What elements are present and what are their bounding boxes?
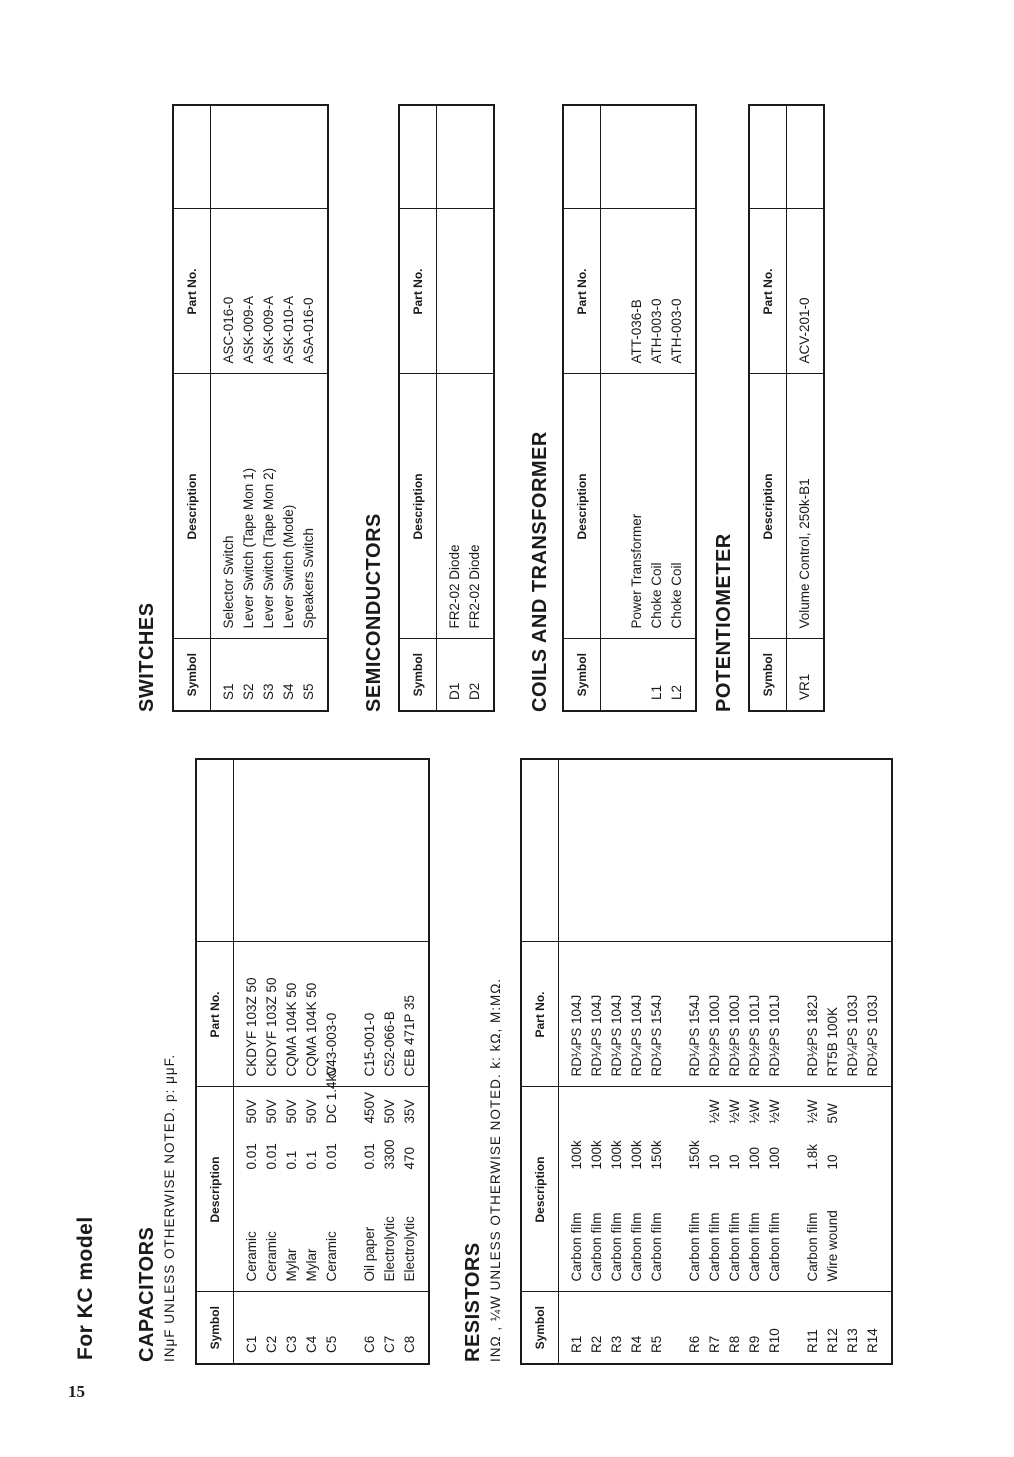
row-description: Lever Switch (Mode) (281, 504, 296, 629)
row-type: Electrolytic (402, 1216, 417, 1282)
row-description (262, 1092, 282, 1282)
row-rating: 5W (825, 1103, 840, 1124)
row-value: 100k (569, 1140, 584, 1170)
row-type: Carbon film (569, 1212, 584, 1282)
table-body (211, 105, 329, 711)
row-description (647, 1092, 667, 1282)
row-part-no: RD½PS 100J (727, 994, 742, 1077)
row-symbol: R9 (747, 1335, 762, 1353)
row-symbol (627, 644, 647, 701)
row-symbol: R1 (569, 1335, 584, 1353)
row-value: 10 (825, 1154, 840, 1170)
header-symbol: Symbol (399, 639, 437, 711)
row-part-no: CQMA 104K 50 (304, 982, 319, 1077)
row-value: 100k (609, 1140, 624, 1170)
row-description (242, 1092, 262, 1282)
description-column (437, 374, 495, 639)
description-column (559, 1087, 893, 1292)
row-rating: 50V (382, 1099, 397, 1124)
row-description (360, 1092, 380, 1282)
row-description: Choke Coil (669, 562, 684, 629)
row-value: 10 (727, 1154, 742, 1170)
row-type: Ceramic (324, 1231, 339, 1282)
row-part-no: C15-001-0 (362, 1012, 377, 1077)
row-symbol: R3 (609, 1335, 624, 1353)
potentiometer-title: POTENTIOMETER (713, 533, 735, 712)
row-description (607, 1092, 627, 1282)
row-part-no: ASK-010-A (281, 295, 296, 364)
row-description: Volume Control, 250k-B1 (797, 478, 812, 629)
row-description (745, 1092, 765, 1282)
symbol-column (211, 639, 329, 711)
row-part-no (465, 214, 485, 364)
row-gap (342, 947, 360, 1077)
row-type: Ceramic (264, 1231, 279, 1282)
row-type: Carbon film (747, 1212, 762, 1282)
row-rating: ½W (747, 1099, 762, 1124)
blank-column (234, 759, 430, 942)
part-no-column (559, 942, 893, 1087)
row-part-no: RD¼PS 104J (569, 994, 584, 1077)
header-symbol: Symbol (749, 639, 787, 711)
row-part-no: RD¼PS 154J (649, 994, 664, 1077)
header-blank (196, 759, 234, 942)
capacitors-note: INμF UNLESS OTHERWISE NOTED. p: μμF. (162, 1053, 177, 1362)
row-symbol: D2 (467, 682, 482, 700)
resistors-table (520, 758, 893, 1365)
row-symbol: S1 (221, 683, 236, 700)
row-symbol: R12 (825, 1328, 840, 1353)
coils-title: COILS AND TRANSFORMER (529, 431, 551, 712)
row-gap (667, 1092, 685, 1282)
part-no-column (787, 209, 825, 374)
row-symbol: R2 (589, 1335, 604, 1353)
header-part-no: Part No. (399, 209, 437, 374)
description-column (601, 374, 697, 639)
header-description: Description (196, 1087, 234, 1292)
row-part-no: RD¼PS 103J (865, 994, 880, 1077)
header-blank (399, 105, 437, 209)
row-part-no: ACV-201-0 (797, 297, 812, 364)
row-part-no: ASC-016-0 (221, 296, 236, 364)
row-gap (785, 1297, 803, 1354)
row-description: Choke Coil (649, 562, 664, 629)
row-rating: 50V (264, 1099, 279, 1124)
row-value: 150k (687, 1140, 702, 1170)
row-symbol: S4 (281, 683, 296, 700)
table-body (601, 105, 697, 711)
row-description: FR2-02 Diode (467, 544, 482, 629)
symbol-column (787, 639, 825, 711)
coils-table (562, 104, 697, 712)
row-gap (785, 1092, 803, 1282)
header-description: Description (399, 374, 437, 639)
row-value: 100 (767, 1146, 782, 1170)
page-number: 15 (68, 1382, 85, 1401)
blank-column (787, 105, 825, 209)
header-part-no: Part No. (521, 942, 559, 1087)
header-blank (749, 105, 787, 209)
row-gap (342, 1297, 360, 1354)
row-symbol: R5 (649, 1335, 664, 1353)
header-blank (521, 759, 559, 942)
row-rating: ½W (767, 1099, 782, 1124)
row-part-no: RD½PS 101J (767, 994, 782, 1077)
row-gap (609, 644, 627, 701)
row-type: Electrolytic (382, 1216, 397, 1282)
row-part-no: RD¼PS 104J (629, 994, 644, 1077)
header-description: Description (563, 374, 601, 639)
row-part-no: RD½PS 100J (707, 994, 722, 1077)
header-symbol: Symbol (173, 639, 211, 711)
description-column (211, 374, 329, 639)
row-description (282, 1092, 302, 1282)
row-symbol: D1 (447, 682, 462, 700)
row-rating: ½W (805, 1099, 820, 1124)
part-no-column (234, 942, 430, 1087)
row-type: Carbon film (589, 1212, 604, 1282)
row-part-no: ATH-003-0 (649, 298, 664, 364)
row-gap (667, 1297, 685, 1354)
row-type: Carbon film (629, 1212, 644, 1282)
header-symbol: Symbol (521, 1292, 559, 1364)
row-rating: 450V (362, 1091, 377, 1124)
header-description: Description (749, 374, 787, 639)
blank-column (559, 759, 893, 942)
part-no-column (437, 209, 495, 374)
blank-column (437, 105, 495, 209)
row-description (803, 1092, 823, 1282)
row-value: 100 (747, 1146, 762, 1170)
table-body (437, 105, 495, 711)
row-description (400, 1092, 420, 1282)
header-blank (173, 105, 211, 209)
row-value: 470 (402, 1146, 417, 1170)
row-description: Lever Switch (Tape Mon 2) (261, 467, 276, 629)
row-type: Carbon film (805, 1212, 820, 1282)
row-value: 0.1 (304, 1150, 319, 1170)
row-type: Carbon film (707, 1212, 722, 1282)
row-description (380, 1092, 400, 1282)
row-type: Carbon film (767, 1212, 782, 1282)
row-symbol: R10 (767, 1328, 782, 1353)
row-type: Carbon film (727, 1212, 742, 1282)
row-part-no: ATT-036-B (629, 299, 644, 364)
row-gap (342, 1092, 360, 1282)
row-symbol: R11 (805, 1329, 820, 1353)
row-description: Selector Switch (221, 535, 236, 629)
row-description (843, 1092, 863, 1282)
row-rating: 35V (402, 1099, 417, 1124)
row-part-no: ASK-009-A (261, 295, 276, 364)
row-part-no: CKDYF 103Z 50 (264, 977, 279, 1077)
row-rating: 50V (244, 1099, 259, 1124)
semiconductors-table (398, 104, 495, 712)
row-description: Speakers Switch (301, 527, 316, 629)
blank-column (211, 105, 329, 209)
symbol-column (601, 639, 697, 711)
row-symbol: S5 (301, 683, 316, 700)
row-symbol: R6 (687, 1335, 702, 1353)
row-type: Oil paper (362, 1226, 377, 1282)
row-symbol: C5 (324, 1335, 339, 1353)
row-description: FR2-02 Diode (447, 544, 462, 629)
row-part-no: RD¼PS 104J (609, 994, 624, 1077)
resistors-note: INΩ , ¼W UNLESS OTHERWISE NOTED. k: kΩ, M:MΩ. (488, 977, 503, 1362)
row-symbol: C4 (304, 1335, 319, 1353)
description-column (234, 1065, 430, 1292)
row-gap (609, 379, 627, 629)
row-symbol: L2 (669, 684, 684, 700)
row-value: 0.01 (244, 1143, 259, 1170)
row-description (685, 1092, 705, 1282)
row-description (322, 1065, 342, 1282)
row-symbol: S3 (261, 683, 276, 700)
blank-column (601, 105, 697, 209)
row-part-no: ATH-003-0 (669, 298, 684, 364)
row-rating: DC 1.4kV (324, 1065, 339, 1124)
row-type: Carbon film (687, 1212, 702, 1282)
coils-table-wrap (562, 104, 697, 712)
row-rating: ½W (727, 1099, 742, 1124)
potentiometer-table (748, 104, 825, 712)
row-type: Carbon film (609, 1212, 624, 1282)
row-value: 150k (649, 1140, 664, 1170)
row-symbol: R13 (845, 1328, 860, 1353)
row-gap (667, 947, 685, 1077)
row-description: Power Transformer (629, 513, 644, 629)
row-part-no: RD¼PS 104J (589, 994, 604, 1077)
row-description (725, 1092, 745, 1282)
table-body (234, 759, 430, 1364)
potentiometer-table-wrap (748, 104, 825, 712)
row-part-no: ASK-009-A (241, 295, 256, 364)
row-part-no: RD½PS 101J (747, 994, 762, 1077)
row-rating: 50V (284, 1099, 299, 1124)
row-value: 1.8k (805, 1143, 820, 1170)
row-part-no: ASA-016-0 (301, 297, 316, 364)
row-description (567, 1092, 587, 1282)
row-part-no: C43-003-0 (324, 1012, 339, 1077)
row-description (823, 1092, 843, 1282)
row-part-no: C52-066-B (382, 1011, 397, 1077)
capacitors-table-wrap (195, 758, 430, 1365)
row-value: 0.01 (264, 1143, 279, 1170)
row-description (863, 1092, 883, 1282)
row-type: Ceramic (244, 1231, 259, 1282)
symbol-column (559, 1292, 893, 1364)
row-symbol: R14 (865, 1328, 880, 1353)
table-body (787, 105, 825, 711)
capacitors-title: CAPACITORS (136, 1226, 158, 1362)
row-part-no: CEB 471P 35 (402, 994, 417, 1077)
header-description: Description (521, 1087, 559, 1292)
row-part-no: RD½PS 182J (805, 994, 820, 1077)
row-type: Carbon film (649, 1212, 664, 1282)
row-symbol: C1 (244, 1335, 259, 1353)
row-description: Lever Switch (Tape Mon 1) (241, 467, 256, 629)
row-symbol: C3 (284, 1335, 299, 1353)
header-part-no: Part No. (196, 942, 234, 1087)
row-part-no: CKDYF 103Z 50 (244, 977, 259, 1077)
row-symbol: L1 (649, 684, 664, 700)
row-value: 3300 (382, 1139, 397, 1170)
row-symbol: C2 (264, 1335, 279, 1353)
row-value: 0.1 (284, 1150, 299, 1170)
symbol-column (234, 1292, 430, 1364)
header-symbol: Symbol (563, 639, 601, 711)
row-symbol: VR1 (797, 673, 812, 700)
row-value: 0.01 (324, 1143, 339, 1170)
row-description (302, 1092, 322, 1282)
row-symbol: S2 (241, 683, 256, 700)
semiconductors-title: SEMICONDUCTORS (363, 513, 385, 712)
symbol-column (437, 639, 495, 711)
row-description (765, 1092, 785, 1282)
row-part-no: RD¼PS 103J (845, 994, 860, 1077)
row-value: 0.01 (362, 1143, 377, 1170)
header-part-no: Part No. (563, 209, 601, 374)
row-symbol: R4 (629, 1335, 644, 1353)
row-type: Mylar (284, 1248, 299, 1282)
header-description: Description (173, 374, 211, 639)
header-part-no: Part No. (749, 209, 787, 374)
row-symbol: C6 (362, 1335, 377, 1353)
row-description (587, 1092, 607, 1282)
row-value: 100k (629, 1140, 644, 1170)
page-title: For KC model (74, 1216, 97, 1360)
row-type: Wire wound (825, 1210, 840, 1282)
semiconductors-table-wrap (398, 104, 495, 712)
resistors-title: RESISTORS (462, 1242, 484, 1362)
row-description (627, 1092, 647, 1282)
switches-table-wrap (172, 104, 329, 712)
row-symbol: R7 (707, 1335, 722, 1353)
row-gap (609, 214, 627, 364)
row-gap (785, 947, 803, 1077)
part-no-column (601, 209, 697, 374)
row-description (705, 1092, 725, 1282)
header-symbol: Symbol (196, 1292, 234, 1364)
row-value: 10 (707, 1154, 722, 1170)
row-rating: ½W (707, 1099, 722, 1124)
description-column (787, 374, 825, 639)
row-value: 100k (589, 1140, 604, 1170)
resistors-table-wrap (520, 758, 893, 1365)
row-part-no (445, 214, 465, 364)
switches-table (172, 104, 329, 712)
capacitors-table (195, 758, 430, 1365)
row-part-no: RT5B 100K (825, 1006, 840, 1077)
row-part-no: RD¼PS 154J (687, 994, 702, 1077)
row-symbol: R8 (727, 1335, 742, 1353)
header-part-no: Part No. (173, 209, 211, 374)
row-symbol: C8 (402, 1335, 417, 1353)
switches-title: SWITCHES (136, 602, 158, 712)
row-symbol: C7 (382, 1335, 397, 1353)
part-no-column (211, 209, 329, 374)
header-blank (563, 105, 601, 209)
table-body (559, 759, 893, 1364)
row-type: Mylar (304, 1248, 319, 1282)
row-part-no: CQMA 104K 50 (284, 982, 299, 1077)
row-rating: 50V (304, 1099, 319, 1124)
